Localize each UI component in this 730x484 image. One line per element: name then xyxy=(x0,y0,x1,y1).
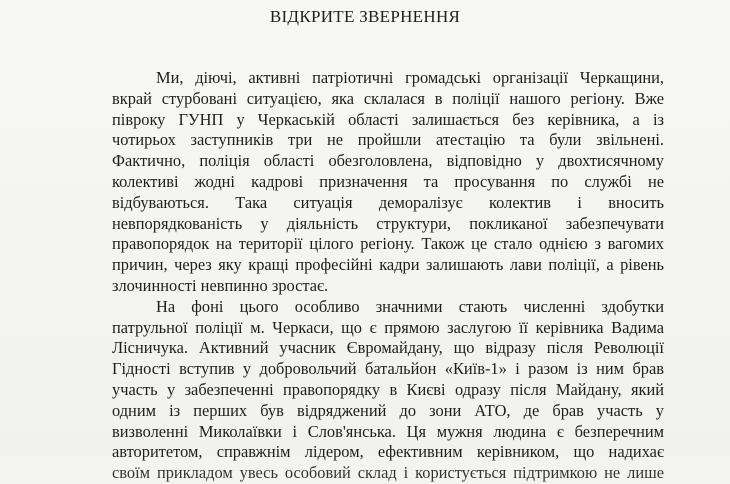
text-line: злочинності невпинно зростає. xyxy=(112,275,329,295)
text-line: причин, через яку кращі професійні кадри залишають лави поліції, а рівень xyxy=(112,255,664,275)
text-line: патрульної поліції м. Черкаси, що є прямою заслугою її керівника Вадима xyxy=(112,317,664,337)
document-body xyxy=(112,68,664,484)
text-line: Фактично, поліція області обезголовлена, відповідно у двохтисячному xyxy=(112,151,664,171)
text-line: колективі жодні кадрові призначення та просування по службі не xyxy=(112,171,664,191)
text-line: На фоні цього особливо значними стають численні здобутки xyxy=(156,296,664,316)
text-line: одним із перших був відряджений до зони АТО, де брав участь у xyxy=(112,400,664,420)
text-line: правопорядок на території цілого регіону. Також це стало однією з вагомих xyxy=(112,234,664,254)
text-line: своїм прикладом увесь особовий склад і користується підтримкою не лише xyxy=(112,463,664,483)
text-line: півроку ГУНП у Черкаській області залишається без керівника, а із xyxy=(112,109,664,129)
text-line: участь у забезпеченні правопорядку в Києві одразу після Майдану, який xyxy=(112,379,664,399)
text-line: чотирьох заступників три не пройшли атестацію та були звільнені. xyxy=(112,130,664,150)
text-line: Лісничука. Активний учасник Євромайдану, що відразу після Революції xyxy=(112,338,664,358)
text-line: Гідності вступив у добровольчий батальйон «Київ-1» і разом із ним брав xyxy=(112,359,664,379)
text-line: вкрай стурбовані ситуацією, яка склалася в поліції нашого регіону. Вже xyxy=(112,88,664,108)
document-title: ВІДКРИТЕ ЗВЕРНЕННЯ xyxy=(269,7,461,26)
text-line: відбуваються. Така ситуація деморалізує колектив і вносить xyxy=(112,192,664,212)
text-line: Ми, діючі, активні патріотичні громадські організації Черкащини, xyxy=(156,68,664,87)
text-line: авторитетом, справжнім лідером, ефективним керівником, що надихає xyxy=(112,442,664,462)
text-line: невпорядкованість у діяльність структури, покликаної забезпечувати xyxy=(112,213,664,233)
text-line: визволенні Миколаївки і Слов'янська. Ця мужня людина є безперечним xyxy=(112,421,664,441)
